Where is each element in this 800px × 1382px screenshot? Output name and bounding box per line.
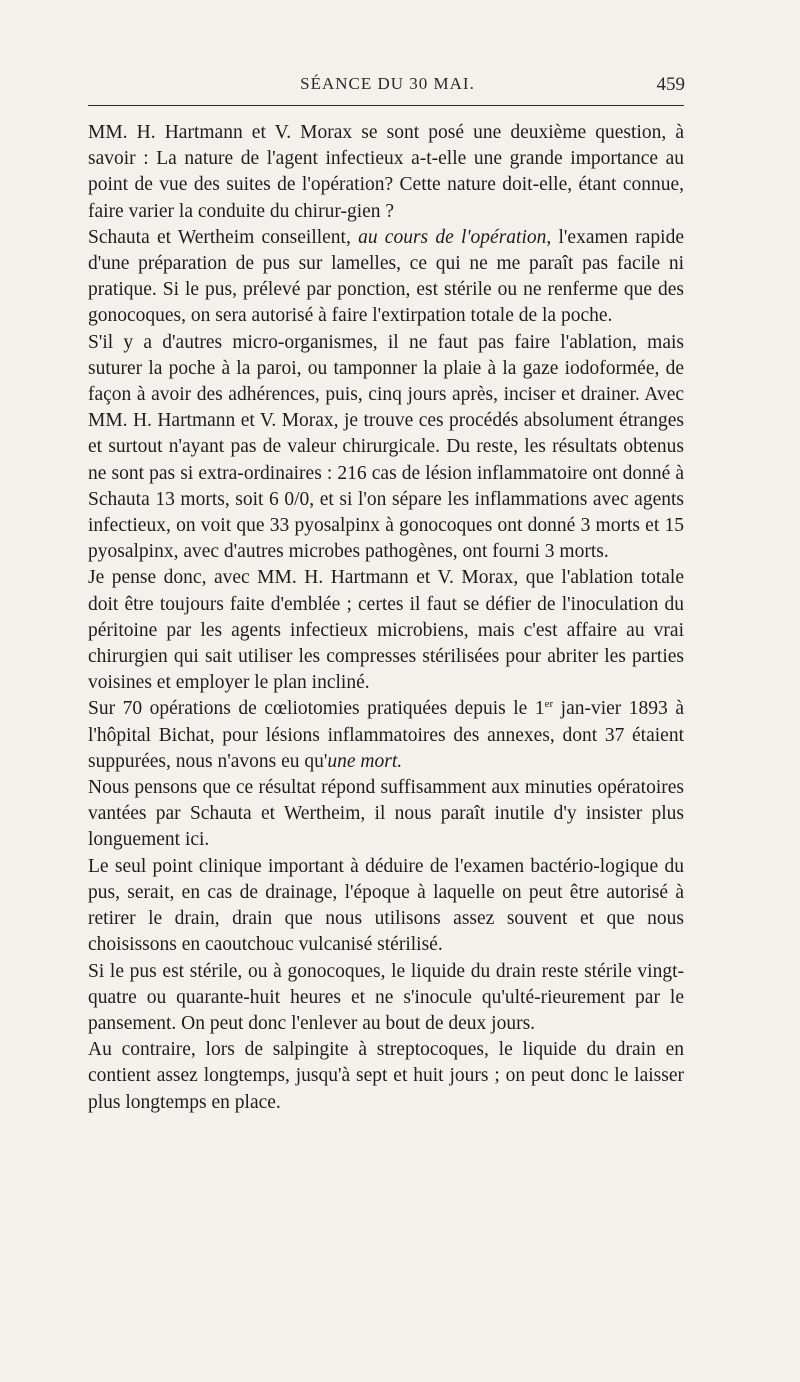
paragraph [88, 330, 684, 566]
paragraph [88, 225, 684, 330]
paragraph [88, 120, 684, 225]
text-line: S'il y a d'autres micro-organismes, il ne faut pas faire l'ablation, [88, 331, 637, 353]
text-line: grande importance au point de vue des suites de l'opération? Cette [88, 148, 685, 196]
text-line: incliné. [311, 672, 370, 694]
superscript: er [544, 698, 554, 711]
text-line: inutile d'y insister plus longuement ici. [88, 803, 684, 851]
text-line: Nous pensons que ce résultat répond suffisamment aux minuties [88, 777, 593, 799]
text-line: Au contraire, lors de salpingite à streptocoques, le liquide du [88, 1039, 606, 1061]
text-line: ces procédés absolument étranges et surtout n'ayant pas de valeur [88, 410, 684, 458]
text-line: logique du pus, serait, en cas de drainage, l'époque à laquelle on [88, 855, 684, 903]
text-line: l'inoculation du péritoine par les agents infectieux microbiens, [88, 593, 685, 641]
text-line: question, à savoir : La nature de l'agent infectieux a-t-elle une [88, 122, 684, 170]
text-line: Le seul point clinique important à déduire de l'examen bactério- [88, 855, 600, 877]
text-line: ordinaires : 216 cas de lésion inflammatoire ont donné à Schauta [88, 462, 684, 510]
text-line: peut donc le laisser plus longtemps en place. [88, 1065, 684, 1113]
text-line: totale doit être toujours faite d'emblée ; certes il faut se défier de [88, 567, 685, 615]
text-fragment: jan- [553, 698, 591, 720]
text-line: mais c'est affaire au vrai chirurgien qui sait utiliser les compresses [88, 619, 684, 668]
text-line: peut être autorisé à retirer le drain, drain que nous utilisons assez [88, 881, 685, 930]
text-line: infectieux, on voit que 33 pyosalpinx à gonocoques ont donné [88, 515, 576, 537]
paragraph [88, 1037, 684, 1116]
text-line: 13 morts, soit 6 0/0, et si l'on sépare les inflammations avec agents [155, 488, 684, 510]
text-line: drain en contient assez longtemps, jusqu'à sept et huit jours ; on [88, 1039, 684, 1087]
text-fragment: Sur 70 opérations de cœliotomies pratiquées depuis le 1 [88, 698, 545, 720]
text-line: mais suturer la poche à la paroi, ou tamponner la plaie à la gaze [88, 331, 685, 379]
page-number: 459 [656, 74, 685, 95]
italic-phrase: une mort. [327, 750, 403, 772]
text-line: rieurement par le pansement. On peut donc l'enlever au bout de [88, 986, 684, 1034]
paragraph [88, 959, 684, 1038]
text-line: chirurgicale. Du reste, les résultats obtenus ne sont pas si extra- [88, 436, 685, 484]
text-line: gien ? [346, 200, 395, 222]
text-fragment: annexes, dont 37 étaient suppurées, nous n'avons eu qu' [88, 724, 684, 772]
text-line: stérile vingt-quatre ou quarante-huit heures et ne s'inocule qu'ulté- [88, 960, 684, 1008]
text-line: nature doit-elle, étant connue, faire varier la conduite du chirur- [88, 174, 685, 222]
text-line: Si le pus est stérile, ou à gonocoques, le liquide du drain reste [88, 960, 579, 982]
text-line: l'extirpation totale de la poche. [372, 305, 613, 327]
body-text [88, 120, 684, 1116]
text-fragment: , [546, 226, 552, 248]
text-line: vier 1893 à l'hôpital Bichat, pour lésions inflammatoires des [88, 698, 684, 746]
paragraph [88, 775, 684, 854]
text-line: me paraît pas facile ni pratique. Si le pus, prélevé par ponction, est [88, 253, 685, 301]
running-title: SÉANCE DU 30 MAI. [300, 74, 475, 93]
text-line: 3 morts et 15 pyosalpinx, avec d'autres microbes pathogènes, ont [88, 515, 684, 563]
paragraph [88, 696, 684, 775]
text-line: stérilisées pour abriter les parties voisines et employer le plan [88, 646, 684, 694]
text-line: iodoformée, de façon à avoir des adhérences, puis, cinq jours après, [88, 357, 684, 406]
italic-phrase: au cours de l'opération [358, 226, 547, 248]
text-line: souvent et que nous choisissons en caoutchouc vulcanisé stérilisé. [88, 908, 684, 956]
text-line: Je pense donc, avec MM. H. Hartmann et V. Morax, que l'ablation [88, 567, 634, 589]
text-line: fourni 3 morts. [492, 541, 609, 563]
text-fragment: Schauta et Wertheim conseillent, [88, 226, 359, 248]
paragraph [88, 565, 684, 696]
paragraph [88, 854, 684, 959]
text-line: MM. H. Hartmann et V. Morax se sont posé une deuxième [88, 122, 587, 143]
text-line: inciser et drainer. Avec MM. H. Hartmann et V. Morax, je trouve [88, 384, 685, 432]
header-rule [88, 105, 684, 106]
text-line: stérile ou ne renferme que des gonocoques, on sera autorisé à faire [88, 279, 684, 327]
page-header [90, 74, 685, 98]
text-line: opératoires vantées par Schauta et Wertheim, il nous paraît [88, 777, 684, 825]
text-line: deux jours. [448, 1012, 536, 1034]
text-line: l'examen rapide d'une préparation de pus sur lamelles, ce qui ne [88, 226, 684, 275]
